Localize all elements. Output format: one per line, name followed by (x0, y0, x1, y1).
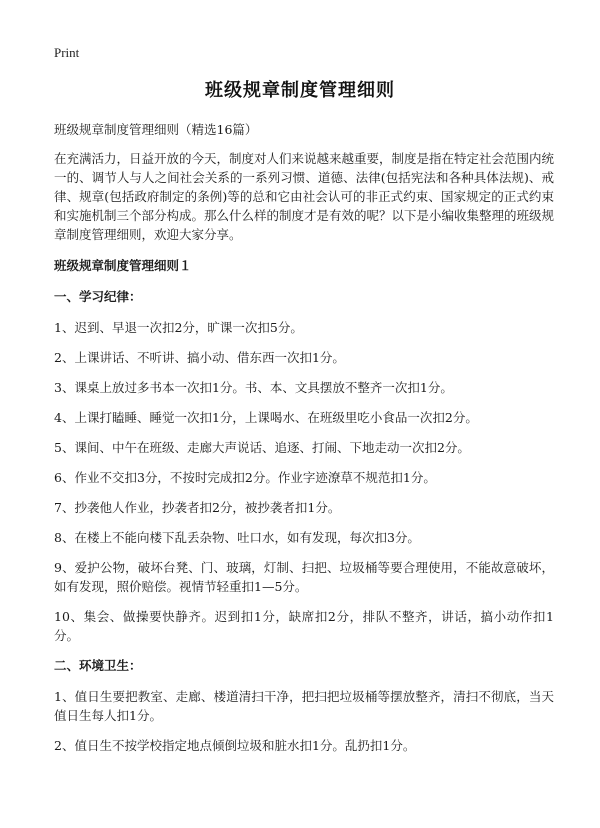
page-title: 班级规章制度管理细则 (205, 80, 395, 101)
rule-item: 3、课桌上放过多书本一次扣1分。书、本、文具摆放不整齐一次扣1分。 (54, 380, 453, 395)
rule-item: 4、上课打瞌睡、睡觉一次扣1分，上课喝水、在班级里吃小食品一次扣2分。 (54, 410, 478, 425)
document-subtitle: 班级规章制度管理细则（精选16篇） (54, 122, 258, 137)
rule-item: 7、抄袭他人作业，抄袭者扣2分，被抄袭者扣1分。 (54, 500, 341, 515)
rule-item: 5、课间、中午在班级、走廊大声说话、追逐、打闹、下地走动一次扣2分。 (54, 440, 470, 455)
print-link[interactable]: Print (54, 45, 80, 60)
document-body (54, 120, 554, 766)
rule-item: 10、集会、做操要快静齐。迟到扣1分，缺席扣2分，排队不整齐，讲话，搞小动作扣1分。 (54, 609, 554, 643)
part1-heading: 一、学习纪律： (54, 289, 142, 304)
rule-item: 8、在楼上不能向楼下乱丢杂物、吐口水，如有发现，每次扣3分。 (54, 530, 420, 545)
part2-heading: 二、环境卫生： (54, 658, 142, 673)
rule-item: 2、值日生不按学校指定地点倾倒垃圾和脏水扣1分。乱扔扣1分。 (54, 738, 416, 753)
section-heading: 班级规章制度管理细则１ (54, 258, 192, 273)
intro-paragraph: 在充满活力，日益开放的今天，制度对人们来说越来越重要，制度是指在特定社会范围内统一的、调节人与人之间社会关系的一系列习惯、道德、法律(包括宪法和各种具体法规)、戒律、规章(包括政府制定的条例)等的总和它由社会认可的非正式约束、国家规定的正式约束和实施机制三个部分构成。那么什么样的制度才是有效的呢？以下是小编收集整理的班级规章制度管理细则，欢迎大家分享。 (54, 151, 555, 242)
rule-item: 2、上课讲话、不听讲、搞小动、借东西一次扣1分。 (54, 350, 345, 365)
rule-item: 6、作业不交扣3分，不按时完成扣2分。作业字迹潦草不规范扣1分。 (54, 470, 436, 485)
rule-item: 9、爱护公物，破坏台凳、门、玻璃，灯制、扫把、垃圾桶等要合理使用，不能故意破坏，如有发现，照价赔偿。视情节轻重扣1—5分。 (54, 560, 554, 594)
rule-item: 1、值日生要把教室、走廊、楼道清扫干净，把扫把垃圾桶等摆放整齐，清扫不彻底，当天值日生每人扣1分。 (54, 689, 554, 723)
rule-item: 1、迟到、早退一次扣2分，旷课一次扣5分。 (54, 320, 303, 335)
